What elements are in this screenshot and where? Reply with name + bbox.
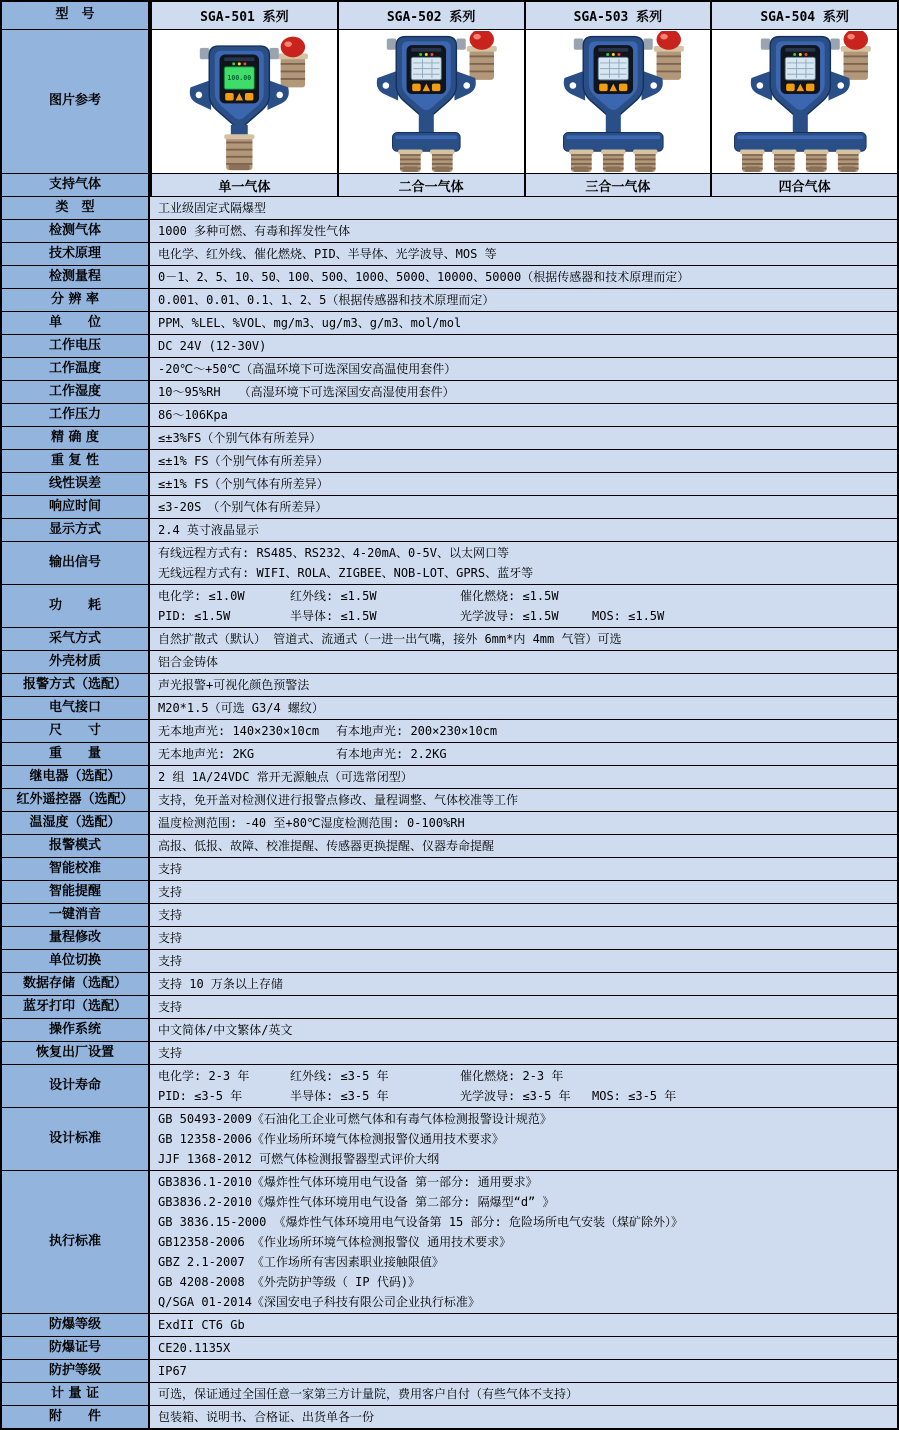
- row-value: [150, 1383, 897, 1405]
- row-value: [150, 835, 897, 857]
- row-value-line: 支持: [158, 908, 183, 922]
- spec-row: [2, 950, 897, 973]
- row-value-line: [158, 1066, 889, 1086]
- row-value-segment: 红外线: ≤3-5 年: [290, 1069, 389, 1083]
- row-value: [150, 450, 897, 472]
- row-value: [150, 628, 897, 650]
- row-value-line: DC 24V (12-30V): [158, 339, 267, 353]
- spec-row: [2, 1406, 897, 1428]
- row-value-line: 支持: [158, 1046, 183, 1060]
- spec-row: [2, 1314, 897, 1337]
- row-value: [150, 904, 897, 926]
- row-value-line: 工业级固定式隔爆型: [158, 201, 267, 215]
- gas-detector-illustration: [153, 31, 335, 172]
- spec-rows-container: [2, 197, 897, 1428]
- spec-row: [2, 197, 897, 220]
- row-value-segment: 光学波导: ≤3-5 年: [460, 1089, 571, 1103]
- spec-row: [2, 1337, 897, 1360]
- row-value-segment: 电化学: ≤1.0W: [158, 589, 245, 603]
- spec-row: [2, 427, 897, 450]
- row-value: [150, 220, 897, 242]
- model-name-sga-504: SGA-504 系列: [710, 2, 897, 29]
- spec-row: [2, 720, 897, 743]
- spec-row: [2, 450, 897, 473]
- row-label: 执行标准: [2, 1171, 150, 1313]
- gas-value-3in1: 三合一气体: [524, 174, 711, 196]
- row-label: 智能提醒: [2, 881, 150, 903]
- row-value: [150, 674, 897, 696]
- row-value-line: 自然扩散式（默认） 管道式、流通式（一进一出气嘴，接外 6mm*内 4mm 气管）可选: [158, 632, 622, 646]
- row-value-segment: 有本地声光: 2.2KG: [336, 747, 447, 761]
- model-name-sga-501: SGA-501 系列: [150, 2, 337, 29]
- row-value-line: [158, 813, 889, 833]
- row-value: [150, 289, 897, 311]
- row-label: 功 耗: [2, 585, 150, 627]
- row-value: [150, 1406, 897, 1428]
- spec-row: [2, 835, 897, 858]
- row-value: [150, 473, 897, 495]
- row-label: 工作湿度: [2, 381, 150, 403]
- row-value-line: 声光报警+可视化颜色预警法: [158, 678, 310, 692]
- row-value: [150, 542, 897, 584]
- row-value: [150, 197, 897, 219]
- supported-gas-row: [2, 174, 897, 197]
- row-value: [150, 496, 897, 518]
- spec-row: [2, 766, 897, 789]
- spec-row: [2, 358, 897, 381]
- row-label: 蓝牙打印（选配）: [2, 996, 150, 1018]
- row-value: [150, 585, 897, 627]
- row-value-line: 可选，保证通过全国任意一家第三方计量院，费用客户自付（有些气体不支持）: [158, 1387, 579, 1401]
- row-value-line: 支持: [158, 954, 183, 968]
- spec-row: [2, 1383, 897, 1406]
- row-label: 量程修改: [2, 927, 150, 949]
- row-value-line: ExdII CT6 Gb: [158, 1318, 245, 1332]
- row-value: [150, 1019, 897, 1041]
- row-label: 类 型: [2, 197, 150, 219]
- row-value-line: GB3836.2-2010《爆炸性气体环境用电气设备 第二部分: 隔爆型“d” 》: [158, 1195, 555, 1209]
- row-value-segment: 湿度检测范围: 0-100%RH: [320, 816, 465, 830]
- row-value: [150, 766, 897, 788]
- spec-row: [2, 881, 897, 904]
- row-value: [150, 996, 897, 1018]
- row-label: 操作系统: [2, 1019, 150, 1041]
- row-label: 重 复 性: [2, 450, 150, 472]
- row-value-line: GB12358-2006 《作业场所环境气体检测报警仪 通用技术要求》: [158, 1235, 512, 1249]
- gas-detector-illustration: [340, 31, 522, 172]
- row-label: 电气接口: [2, 697, 150, 719]
- spec-row: [2, 1065, 897, 1108]
- spec-row: [2, 220, 897, 243]
- spec-row: [2, 858, 897, 881]
- row-value: [150, 312, 897, 334]
- row-value-line: GB3836.1-2010《爆炸性气体环境用电气设备 第一部分: 通用要求》: [158, 1175, 538, 1189]
- gas-detector-illustration: [527, 31, 709, 172]
- row-value: [150, 1360, 897, 1382]
- row-value: [150, 358, 897, 380]
- row-value-line: 电化学、红外线、催化燃烧、PID、半导体、光学波导、MOS 等: [158, 247, 497, 261]
- row-label: 设计标准: [2, 1108, 150, 1170]
- device-image-sga-501: [150, 30, 337, 173]
- spec-row: [2, 651, 897, 674]
- row-label: 工作压力: [2, 404, 150, 426]
- row-value-line: 86～106Kpa: [158, 408, 228, 422]
- row-label: 采气方式: [2, 628, 150, 650]
- row-value-line: GBZ 2.1-2007 《工作场所有害因素职业接触限值》: [158, 1255, 444, 1269]
- row-value-line: 2.4 英寸液晶显示: [158, 523, 259, 537]
- model-header-label: 型 号: [2, 2, 150, 29]
- row-value-line: ≤3-20S （个别气体有所差异）: [158, 500, 328, 514]
- row-value-line: -20℃～+50℃（高温环境下可选深国安高温使用套件）: [158, 362, 457, 376]
- row-value-line: 2 组 1A/24VDC 常开无源触点（可选常闭型）: [158, 770, 413, 784]
- row-label: 单位切换: [2, 950, 150, 972]
- row-label: 继电器（选配）: [2, 766, 150, 788]
- row-value: [150, 1314, 897, 1336]
- row-label: 响应时间: [2, 496, 150, 518]
- row-value-segment: 半导体: ≤1.5W: [290, 609, 377, 623]
- spec-row: [2, 1171, 897, 1314]
- row-value-line: [158, 744, 889, 764]
- row-value: [150, 973, 897, 995]
- row-value: [150, 335, 897, 357]
- gas-detector-illustration: [714, 31, 896, 172]
- row-value-line: GB 4208-2008 《外壳防护等级（ IP 代码)》: [158, 1275, 421, 1289]
- spec-row: [2, 674, 897, 697]
- row-label: 红外遥控器（选配）: [2, 789, 150, 811]
- row-value-line: 有线远程方式有: RS485、RS232、4-20mA、0-5V、以太网口等: [158, 546, 509, 560]
- spec-row: [2, 743, 897, 766]
- row-value-segment: 电化学: 2-3 年: [158, 1069, 250, 1083]
- image-row-label: 图片参考: [2, 30, 150, 173]
- row-value: [150, 243, 897, 265]
- row-value-line: M20*1.5（可选 G3/4 螺纹）: [158, 701, 324, 715]
- row-value-line: PPM、%LEL、%VOL、mg/m3、ug/m3、g/m3、mol/mol: [158, 316, 462, 330]
- row-label: 计 量 证: [2, 1383, 150, 1405]
- row-value-segment: MOS: ≤1.5W: [592, 609, 665, 623]
- row-value-segment: 光学波导: ≤1.5W: [460, 609, 559, 623]
- row-label: 线性误差: [2, 473, 150, 495]
- spec-row: [2, 973, 897, 996]
- row-value-line: ≤±1% FS（个别气体有所差异）: [158, 477, 329, 491]
- row-label: 恢复出厂设置: [2, 1042, 150, 1064]
- row-value-line: 10～95%RH （高湿环境下可选深国安高湿使用套件）: [158, 385, 455, 399]
- row-value-line: 包装箱、说明书、合格证、出货单各一份: [158, 1410, 375, 1424]
- row-value-line: 支持，免开盖对检测仪进行报警点修改、量程调整、气体校准等工作: [158, 793, 519, 807]
- row-value: [150, 789, 897, 811]
- row-value-line: GB 3836.15-2000 《爆炸性气体环境用电气设备第 15 部分: 危险场所电气安装（煤矿除外）》: [158, 1215, 683, 1229]
- gas-row-label: 支持气体: [2, 174, 150, 196]
- model-name-sga-503: SGA-503 系列: [524, 2, 711, 29]
- row-value-line: 铝合金铸体: [158, 655, 219, 669]
- spec-row: [2, 404, 897, 427]
- row-value-segment: MOS: ≤3-5 年: [592, 1089, 677, 1103]
- row-value: [150, 858, 897, 880]
- row-value-line: 中文简体/中文繁体/英文: [158, 1023, 293, 1037]
- spec-row: [2, 628, 897, 651]
- row-value: [150, 427, 897, 449]
- product-image-row: [2, 30, 897, 174]
- row-value-segment: 红外线: ≤1.5W: [290, 589, 377, 603]
- row-label: 单 位: [2, 312, 150, 334]
- row-value: [150, 266, 897, 288]
- spec-row: [2, 904, 897, 927]
- row-value-line: 支持: [158, 885, 183, 899]
- gas-value-2in1: 二合一气体: [337, 174, 524, 196]
- spec-row: [2, 496, 897, 519]
- row-value: [150, 881, 897, 903]
- row-label: 温湿度（选配）: [2, 812, 150, 834]
- spec-row: [2, 519, 897, 542]
- row-value-line: [158, 1086, 889, 1106]
- row-value: [150, 519, 897, 541]
- spec-row: [2, 243, 897, 266]
- row-label: 工作温度: [2, 358, 150, 380]
- spec-row: [2, 473, 897, 496]
- row-value: [150, 1108, 897, 1170]
- row-value-line: 0－1、2、5、10、50、100、500、1000、5000、10000、50000（根据传感器和技术原理而定）: [158, 270, 690, 284]
- row-value-line: ≤±1% FS（个别气体有所差异）: [158, 454, 329, 468]
- row-value-line: JJF 1368-2012 可燃气体检测报警器型式评价大纲: [158, 1152, 440, 1166]
- row-label: 防护等级: [2, 1360, 150, 1382]
- row-value-line: 1000 多种可燃、有毒和挥发性气体: [158, 224, 351, 238]
- spec-row: [2, 1108, 897, 1171]
- row-label: 设计寿命: [2, 1065, 150, 1107]
- row-value: [150, 404, 897, 426]
- row-label: 一键消音: [2, 904, 150, 926]
- row-label: 技术原理: [2, 243, 150, 265]
- row-label: 显示方式: [2, 519, 150, 541]
- row-value: [150, 1042, 897, 1064]
- row-label: 防爆等级: [2, 1314, 150, 1336]
- spec-row: [2, 789, 897, 812]
- row-value-line: [158, 606, 889, 626]
- row-value-segment: 无本地声光: 2KG: [158, 747, 255, 761]
- row-value-line: 0.001、0.01、0.1、1、2、5（根据传感器和技术原理而定）: [158, 293, 495, 307]
- row-label: 输出信号: [2, 542, 150, 584]
- spec-row: [2, 1042, 897, 1065]
- row-label: 防爆证号: [2, 1337, 150, 1359]
- row-value-segment: PID: ≤1.5W: [158, 609, 231, 623]
- spec-row: [2, 1019, 897, 1042]
- row-value-line: 支持: [158, 931, 183, 945]
- row-label: 报警模式: [2, 835, 150, 857]
- row-value: [150, 1065, 897, 1107]
- row-label: 外壳材质: [2, 651, 150, 673]
- gas-value-single: 单一气体: [150, 174, 337, 196]
- row-label: 报警方式（选配）: [2, 674, 150, 696]
- row-value: [150, 720, 897, 742]
- spec-row: [2, 927, 897, 950]
- row-value-line: CE20.1135X: [158, 1341, 231, 1355]
- row-value-segment: PID: ≤3-5 年: [158, 1089, 243, 1103]
- row-label: 检测量程: [2, 266, 150, 288]
- row-label: 尺 寸: [2, 720, 150, 742]
- row-value: [150, 812, 897, 834]
- row-value: [150, 381, 897, 403]
- row-value: [150, 743, 897, 765]
- row-value-segment: 温度检测范围: -40 至+80℃: [158, 816, 321, 830]
- row-label: 工作电压: [2, 335, 150, 357]
- model-header-row: [2, 2, 897, 30]
- row-value-line: 支持 10 万条以上存储: [158, 977, 283, 991]
- device-image-sga-502: [337, 30, 524, 173]
- row-value-line: [158, 586, 889, 606]
- row-label: 分 辨 率: [2, 289, 150, 311]
- spec-row: [2, 542, 897, 585]
- row-value: [150, 697, 897, 719]
- row-value: [150, 950, 897, 972]
- row-value-segment: 催化燃烧: 2-3 年: [460, 1069, 564, 1083]
- svg-text:100.00: 100.00: [227, 73, 252, 82]
- row-value-segment: 半导体: ≤3-5 年: [290, 1089, 389, 1103]
- row-label: 数据存储（选配）: [2, 973, 150, 995]
- row-value-line: IP67: [158, 1364, 187, 1378]
- spec-row: [2, 1360, 897, 1383]
- row-value: [150, 1337, 897, 1359]
- row-value-segment: 有本地声光: 200×230×10cm: [336, 724, 498, 738]
- row-value-line: [158, 721, 889, 741]
- spec-row: [2, 381, 897, 404]
- spec-row: [2, 697, 897, 720]
- model-name-sga-502: SGA-502 系列: [337, 2, 524, 29]
- row-label: 检测气体: [2, 220, 150, 242]
- spec-row: [2, 266, 897, 289]
- row-value-line: 高报、低报、故障、校准提醒、传感器更换提醒、仪器寿命提醒: [158, 839, 495, 853]
- row-label: 附 件: [2, 1406, 150, 1428]
- spec-row: [2, 812, 897, 835]
- row-value-line: 支持: [158, 1000, 183, 1014]
- device-image-sga-503: [524, 30, 711, 173]
- row-value-segment: 催化燃烧: ≤1.5W: [460, 589, 559, 603]
- row-label: 精 确 度: [2, 427, 150, 449]
- device-image-sga-504: [710, 30, 897, 173]
- row-value-line: Q/SGA 01-2014《深国安电子科技有限公司企业执行标准》: [158, 1295, 480, 1309]
- row-value: [150, 1171, 897, 1313]
- row-label: 智能校准: [2, 858, 150, 880]
- row-value-line: 支持: [158, 862, 183, 876]
- row-value-line: GB 12358-2006《作业场所环境气体检测报警仪通用技术要求》: [158, 1132, 504, 1146]
- row-label: 重 量: [2, 743, 150, 765]
- row-value-line: ≤±3%FS（个别气体有所差异）: [158, 431, 322, 445]
- spec-row: [2, 289, 897, 312]
- spec-row: [2, 996, 897, 1019]
- gas-value-4in1: 四合气体: [710, 174, 897, 196]
- row-value-line: GB 50493-2009《石油化工企业可燃气体和有毒气体检测报警设计规范》: [158, 1112, 552, 1126]
- row-value: [150, 651, 897, 673]
- spec-row: [2, 312, 897, 335]
- row-value-segment: 无本地声光: 140×230×10cm: [158, 724, 320, 738]
- row-value-line: 无线远程方式有: WIFI、ROLA、ZIGBEE、NOB-LOT、GPRS、蓝牙等: [158, 566, 534, 580]
- spec-row: [2, 335, 897, 358]
- row-value: [150, 927, 897, 949]
- spec-row: [2, 585, 897, 628]
